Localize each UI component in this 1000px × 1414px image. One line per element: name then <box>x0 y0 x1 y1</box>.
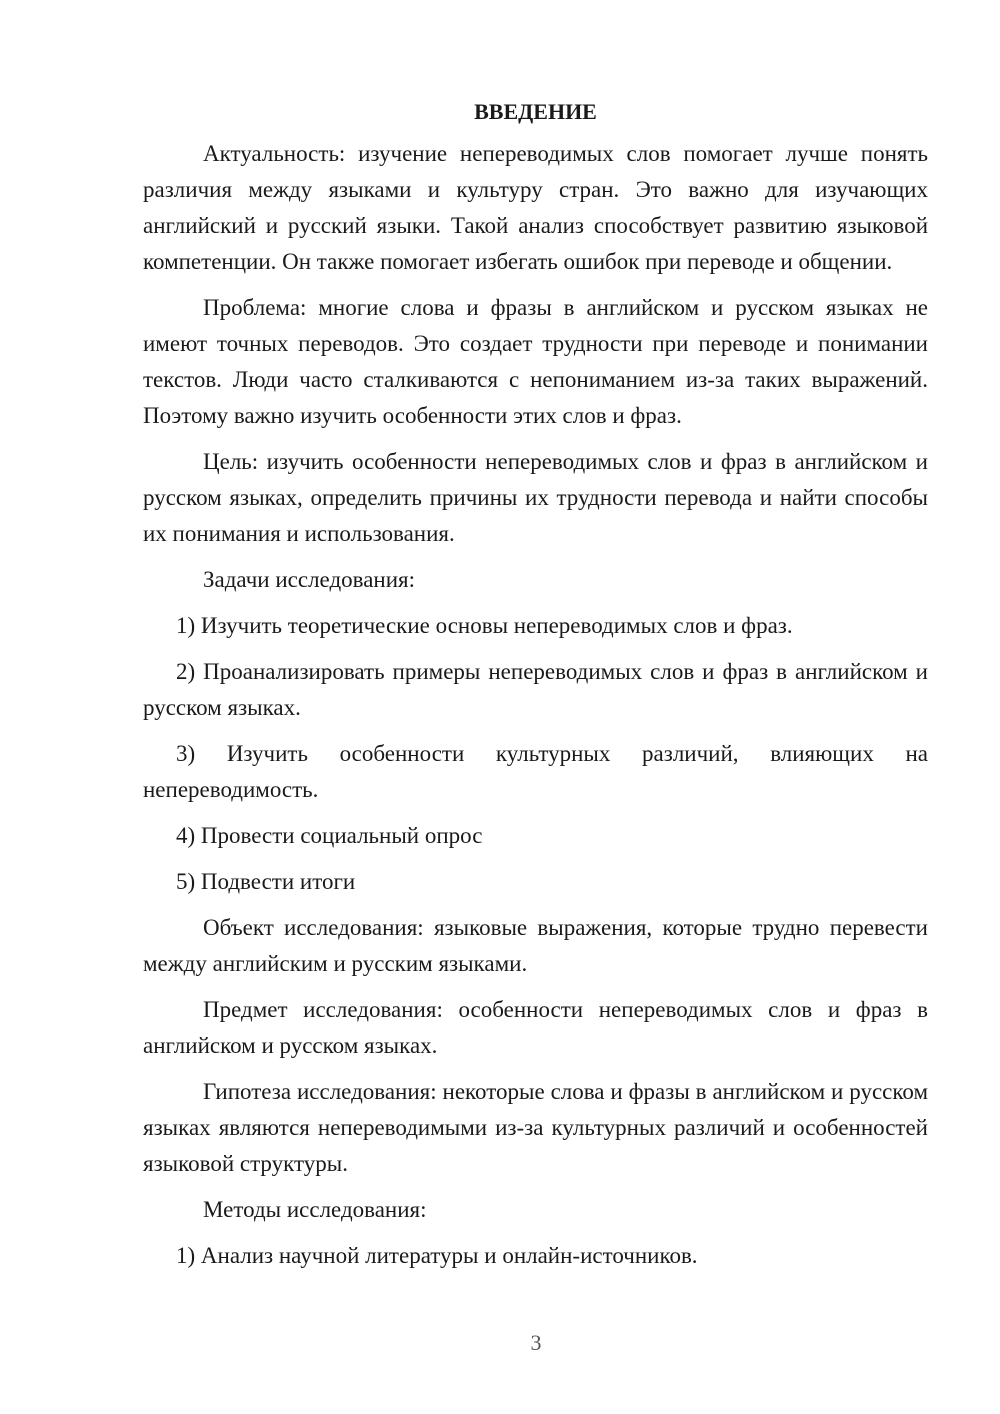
task-item: 4) Провести социальный опрос <box>176 823 483 848</box>
paragraph-goal: Цель: изучить особенности непереводимых слов и фраз в английском и русском языках, определить причины их трудности перевода и найти способы их понимания и использования. <box>143 449 928 546</box>
paragraph-hypothesis: Гипотеза исследования: некоторые слова и фразы в английском и русском языках являются непереводимыми из-за культурных различий и особенностей языковой структуры. <box>143 1079 928 1176</box>
paragraph-subject: Предмет исследования: особенности непереводимых слов и фраз в английском и русском языках. <box>143 997 928 1058</box>
task-item: 1) Изучить теоретические основы непереводимых слов и фраз. <box>176 613 793 638</box>
section-title: ВВЕДЕНИЕ <box>474 99 597 124</box>
task-item: 2) Проанализировать примеры непереводимых слов и фраз в английском и русском языках. <box>143 659 928 720</box>
paragraph-problem: Проблема: многие слова и фразы в английском и русском языках не имеют точных переводов. Это создает трудности при переводе и понимании текстов. Люди часто сталкиваются с непониманием из-за таких выражений. Поэтому важно изучить особенности этих слов и фраз. <box>143 295 928 428</box>
task-item: 5) Подвести итоги <box>176 869 356 894</box>
paragraph-relevance: Актуальность: изучение непереводимых слов помогает лучше понять различия между языками и культуру стран. Это важно для изучающих английский и русский языки. Такой анализ способствует развитию языковой компетенции. Он также помогает избегать ошибок при переводе и общении. <box>143 141 928 274</box>
paragraph-tasks-heading: Задачи исследования: <box>203 567 416 592</box>
document-page <box>143 92 928 1284</box>
paragraph-methods-heading: Методы исследования: <box>203 1197 427 1222</box>
page-number: 3 <box>530 1330 542 1355</box>
paragraph-object: Объект исследования: языковые выражения, которые трудно перевести между английским и русским языками. <box>143 915 928 976</box>
task-item: 3) Изучить особенности культурных различий, влияющих на непереводимость. <box>143 741 928 802</box>
method-item: 1) Анализ научной литературы и онлайн-источников. <box>176 1243 698 1268</box>
